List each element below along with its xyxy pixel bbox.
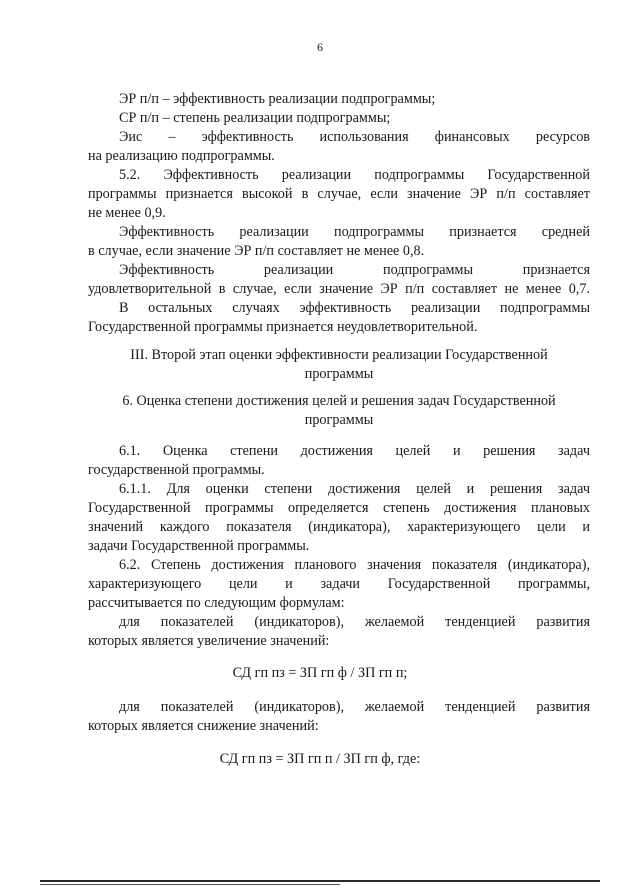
formula-increase: СД гп пз = ЗП гп ф / ЗП гп п; — [232, 665, 408, 681]
text-line: 6.2. Степень достижения планового значения показателя (индикатора), — [119, 557, 590, 573]
text-line: удовлетворительной в случае, если значение ЭР п/п составляет не менее 0,7. — [88, 281, 590, 297]
text-line: характеризующего цели и задачи Государственной программы, — [88, 576, 590, 592]
text-line: для показателей (индикаторов), желаемой тенденцией развития — [119, 699, 590, 715]
subsection-heading: программы — [304, 412, 374, 428]
text-line: рассчитывается по следующим формулам: — [88, 595, 345, 611]
text-line: значений каждого показателя (индикатора), характеризующего цели и — [88, 519, 590, 535]
text-line: для показателей (индикаторов), желаемой тенденцией развития — [119, 614, 590, 630]
section-heading: III. Второй этап оценки эффективности реализации Государственной — [130, 347, 548, 363]
text-line: Эффективность реализации подпрограммы признается средней — [119, 224, 590, 240]
text-line: программы признается высокой в случае, если значение ЭР п/п составляет — [88, 186, 590, 202]
text-line: в случае, если значение ЭР п/п составляет не менее 0,8. — [88, 243, 425, 259]
text-line: 6.1.1. Для оценки степени достижения целей и решения задач — [119, 481, 590, 497]
text-line: В остальных случаях эффективность реализации подпрограммы — [119, 300, 590, 316]
text-line: на реализацию подпрограммы. — [88, 148, 275, 164]
scan-edge-line — [40, 880, 600, 882]
subsection-heading: 6. Оценка степени достижения целей и решения задач Государственной — [122, 393, 556, 409]
formula-decrease: СД гп пз = ЗП гп п / ЗП гп ф, где: — [219, 751, 421, 767]
text-line: Государственной программы определяется степень достижения плановых — [88, 500, 590, 516]
text-line: Эис – эффективность использования финансовых ресурсов — [119, 129, 590, 145]
text-line: которых является увеличение значений: — [88, 633, 330, 649]
text-line: СР п/п – степень реализации подпрограммы; — [119, 110, 391, 126]
page-number: 6 — [317, 40, 323, 54]
text-line: не менее 0,9. — [88, 205, 166, 221]
text-line: 5.2. Эффективность реализации подпрограммы Государственной — [119, 167, 590, 183]
text-line: Эффективность реализации подпрограммы признается — [119, 262, 590, 278]
scan-edge-line — [40, 884, 340, 885]
section-heading: программы — [304, 366, 374, 382]
text-line: ЭР п/п – эффективность реализации подпрограммы; — [119, 91, 436, 107]
text-line: Государственной программы признается неудовлетворительной. — [88, 319, 478, 335]
text-line: которых является снижение значений: — [88, 718, 319, 734]
text-line: 6.1. Оценка степени достижения целей и решения задач — [119, 443, 590, 459]
text-line: государственной программы. — [88, 462, 265, 478]
text-line: задачи Государственной программы. — [88, 538, 310, 554]
